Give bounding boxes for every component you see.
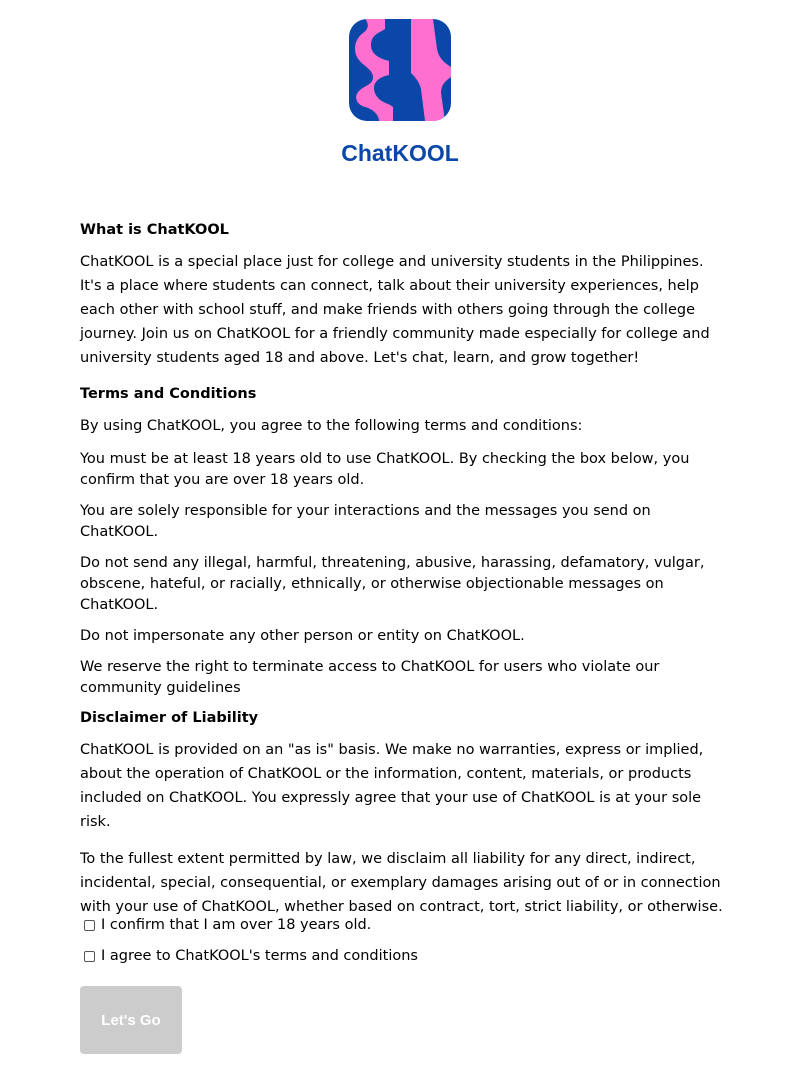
what-is-heading: What is ChatKOOL: [80, 222, 229, 238]
consent-checkboxes: [84, 913, 418, 975]
lets-go-button[interactable]: Let's Go: [80, 986, 182, 1054]
terms-agree-label[interactable]: I agree to ChatKOOL's terms and conditions: [101, 948, 418, 964]
age-confirm-checkbox[interactable]: [84, 920, 95, 931]
terms-intro: By using ChatKOOL, you agree to the following terms and conditions:: [80, 418, 583, 434]
chatkool-logo-icon: [349, 19, 451, 121]
disclaimer-paragraph: To the fullest extent permitted by law, we disclaim all liability for any direct, indirect, incidental, special, consequential, or exemplary damages arising out of or in connection with your use of ChatKOOL, whether based on contract, tort, strict liability, or otherwise.: [80, 851, 723, 915]
age-confirm-label[interactable]: I confirm that I am over 18 years old.: [101, 917, 372, 933]
terms-agree-checkbox[interactable]: [84, 951, 95, 962]
what-is-body: ChatKOOL is a special place just for college and university students in the Philippines. It's a place where students can connect, talk about their university experiences, help each other with school stuff, and make friends with others going through the college journey. Join us on ChatKOOL for a friendly community made especially for college and university students aged 18 and above. Let's chat, learn, and grow together!: [80, 254, 710, 366]
terms-item: You must be at least 18 years old to use ChatKOOL. By checking the box below, you confirm that you are over 18 years old.: [80, 451, 690, 488]
terms-agree-row[interactable]: [84, 944, 418, 968]
terms-item: You are solely responsible for your interactions and the messages you send on ChatKOOL.: [80, 503, 651, 540]
disclaimer-heading: Disclaimer of Liability: [80, 710, 259, 726]
terms-item: Do not send any illegal, harmful, threatening, abusive, harassing, defamatory, vulgar, obscene, hateful, or racially, ethnically, or otherwise objectionable messages on ChatKOOL.: [80, 555, 705, 613]
terms-item: Do not impersonate any other person or entity on ChatKOOL.: [80, 628, 525, 644]
age-confirm-row[interactable]: [84, 913, 418, 937]
chatkool-logo-graphic: [349, 19, 451, 121]
app-name: ChatKOOL: [341, 140, 459, 166]
terms-item: We reserve the right to terminate access to ChatKOOL for users who violate our community guidelines: [80, 659, 660, 696]
terms-heading: Terms and Conditions: [80, 386, 257, 402]
terms-content: [80, 219, 725, 919]
disclaimer-paragraph: ChatKOOL is provided on an "as is" basis. We make no warranties, express or implied, about the operation of ChatKOOL or the information, content, materials, or products included on ChatKOOL. You expressly agree that your use of ChatKOOL is at your sole risk.: [80, 742, 704, 830]
